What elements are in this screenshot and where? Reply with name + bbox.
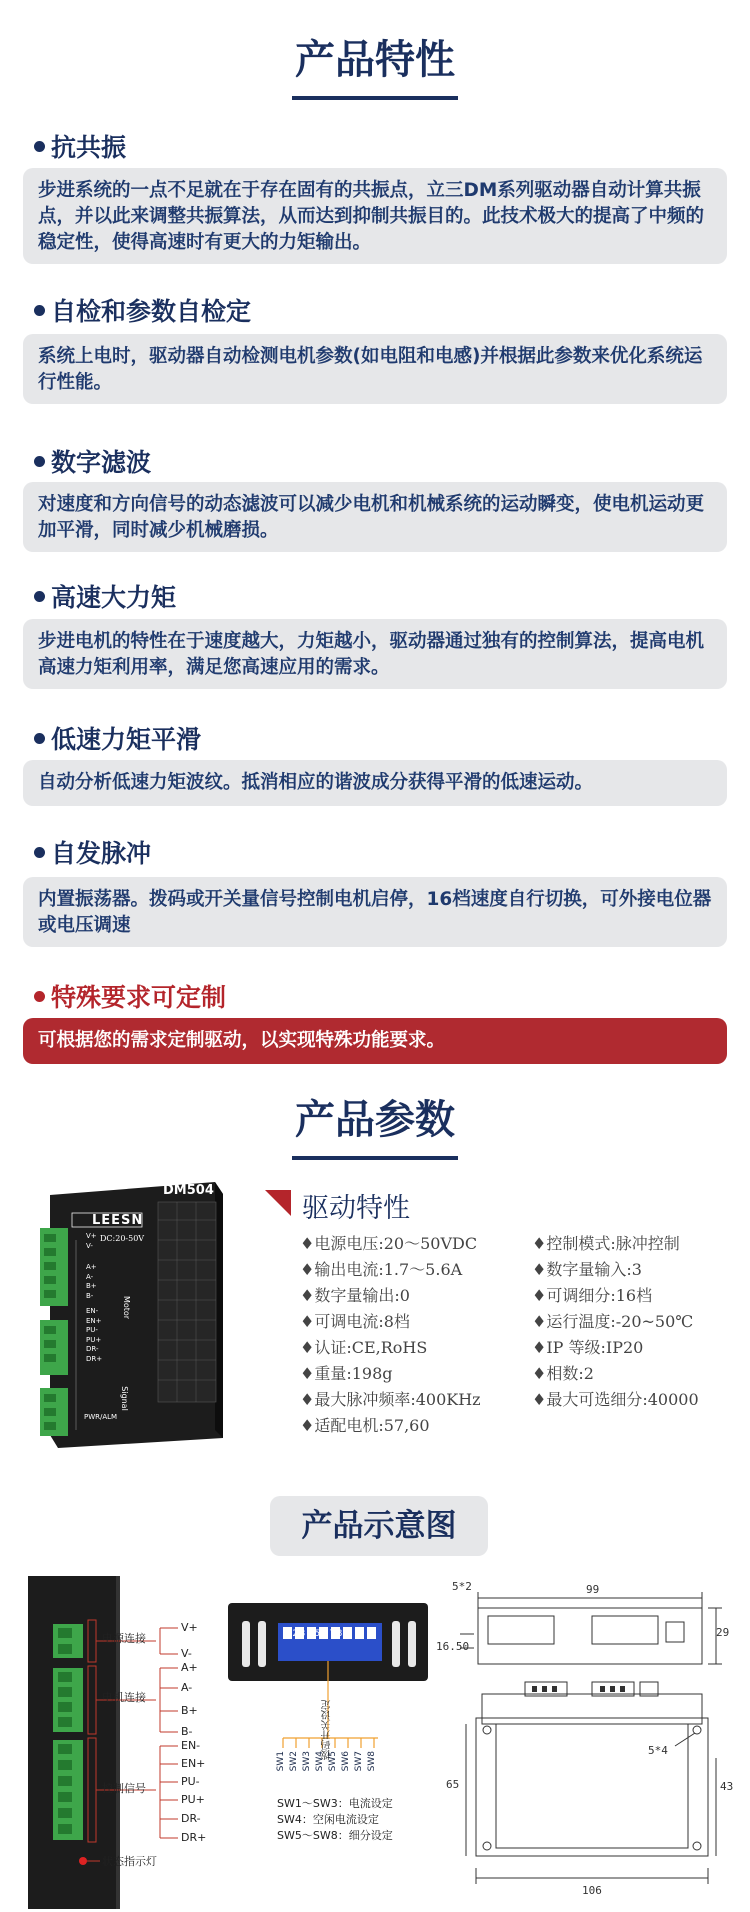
dim-width: 99 [586, 1583, 600, 1596]
feature-body: 系统上电时，驱动器自动检测电机参数(如电阻和电感)并根据此参数来优化系统运行性能。 [23, 334, 727, 404]
spec-item: ♦可调电流:8档 [300, 1312, 410, 1331]
bullet-icon [34, 305, 45, 316]
wiring-label-power: 电源连接 [102, 1632, 146, 1645]
dim-height: 29 [716, 1626, 730, 1639]
wiring-label-motor: 电机连接 [102, 1691, 146, 1704]
dim-left: 5*2 [452, 1580, 472, 1593]
device-signal-label: Signal [119, 1386, 129, 1411]
feature-heading: 抗共振 [34, 128, 126, 164]
dim-body-height: 65 [446, 1778, 460, 1791]
spec-item: ♦电源电压:20～50VDC [300, 1234, 478, 1253]
section-title-params: 产品参数 [0, 1088, 750, 1164]
feature-body: 自动分析低速力矩波纹。抵消相应的谐波成分获得平滑的低速运动。 [23, 760, 727, 806]
spec-item: ♦最大可选细分:40000 [532, 1390, 699, 1409]
device-motor-label: Motor [122, 1295, 132, 1320]
spec-item: ♦适配电机:57,60 [300, 1416, 430, 1435]
dim-side: 16.50 [436, 1640, 470, 1653]
feature-heading: 低速力矩平滑 [34, 720, 201, 756]
bullet-icon [34, 847, 45, 858]
spec-item: ♦可调细分:16档 [532, 1286, 653, 1305]
dip-numbers: 12345678 [285, 1629, 345, 1639]
switch-notes: SW1～SW3：电流设定 SW4：空闲电流设定 SW5～SW8：细分设定 [277, 1797, 393, 1842]
spec-item: ♦输出电流:1.7～5.6A [300, 1260, 463, 1279]
feature-body-custom: 可根据您的需求定制驱动，以实现特殊功能要求。 [23, 1018, 727, 1064]
feature-body: 步进电机的特性在于速度越大，力矩越小，驱动器通过独有的控制算法，提高电机高速力矩利用率，满足您高速应用的需求。 [23, 619, 727, 689]
feature-body: 步进系统的一点不足就在于存在固有的共振点，立三DM系列驱动器自动计算共振点，并以此来调整共振算法，从而达到抑制共振目的。此技术极大的提高了中频的稳定性，使得高速时有更大的力矩输出。 [23, 168, 727, 264]
wiring-label-control: 控制信号 [102, 1782, 146, 1795]
dim-body-right: 43 [720, 1780, 734, 1793]
bullet-icon [34, 733, 45, 744]
feature-heading: 自发脉冲 [34, 834, 151, 870]
pin-label: PU- [181, 1775, 200, 1788]
device-status-label: PWR/ALM [84, 1413, 118, 1421]
spec-item: ♦认证:CE,RoHS [300, 1338, 428, 1357]
spec-item: ♦运行温度:-20~50℃ [532, 1312, 694, 1331]
spec-item: ♦数字量输出:0 [300, 1286, 410, 1305]
dim-bottom: 106 [582, 1884, 602, 1897]
bullet-icon [34, 591, 45, 602]
spec-item: ♦数字量输入:3 [532, 1260, 642, 1279]
wiring-label-status-led: 状态指示灯 [102, 1855, 157, 1868]
pin-label: EN+ [181, 1757, 206, 1770]
bullet-icon [34, 141, 45, 152]
dip-caption: 拨码开关设定 [322, 1700, 333, 1760]
dimension-drawing [440, 1578, 735, 1911]
pin-label: A- [181, 1681, 193, 1694]
spec-item: ♦控制模式:脉冲控制 [532, 1234, 680, 1253]
dim-hole: 5*4 [648, 1744, 668, 1757]
pin-label: PU+ [181, 1793, 205, 1806]
feature-heading: 高速大力矩 [34, 578, 176, 614]
device-pin-list: V+ V- A+ A- B+ B- EN- EN+ PU- PU+ DR- DR+ [86, 1232, 103, 1363]
title-underline [292, 1156, 458, 1160]
pin-label: A+ [181, 1661, 198, 1674]
spec-item: ♦IP 等级:IP20 [532, 1338, 644, 1357]
spec-triangle-icon [265, 1190, 291, 1216]
device-model: DM504 [163, 1183, 214, 1198]
switch-labels: SW1 SW2 SW3 SW4 SW5 SW6 SW7 SW8 [276, 1751, 377, 1772]
bullet-icon [34, 456, 45, 467]
pin-label: DR- [181, 1812, 201, 1825]
title-underline [292, 96, 458, 100]
pin-label: V+ [181, 1621, 198, 1634]
section-title-diagram: 产品示意图 [270, 1496, 488, 1556]
feature-heading-custom: 特殊要求可定制 [34, 978, 226, 1014]
spec-item: ♦重量:198g [300, 1364, 393, 1383]
feature-body: 对速度和方向信号的动态滤波可以减少电机和机械系统的运动瞬变，使电机运动更加平滑，同时减少机械磨损。 [23, 482, 727, 552]
spec-title: 驱动特性 [302, 1193, 410, 1224]
spec-item: ♦最大脉冲频率:400KHz [300, 1390, 481, 1409]
device-brand: LEESN [92, 1213, 144, 1228]
spec-item: ♦相数:2 [532, 1364, 594, 1383]
pin-label: B- [181, 1725, 193, 1738]
pin-label: DR+ [181, 1831, 207, 1844]
pin-label: V- [181, 1647, 192, 1660]
feature-heading: 数字滤波 [34, 443, 151, 479]
feature-body: 内置振荡器。拨码或开关量信号控制电机启停，16档速度自行切换，可外接电位器或电压调速 [23, 877, 727, 947]
pin-label: EN- [181, 1739, 201, 1752]
device-voltage: DC:20-50V [100, 1234, 145, 1243]
section-title-features: 产品特性 [0, 28, 750, 104]
feature-heading: 自检和参数自检定 [34, 292, 251, 328]
bullet-icon [34, 991, 45, 1002]
pin-label: B+ [181, 1704, 198, 1717]
